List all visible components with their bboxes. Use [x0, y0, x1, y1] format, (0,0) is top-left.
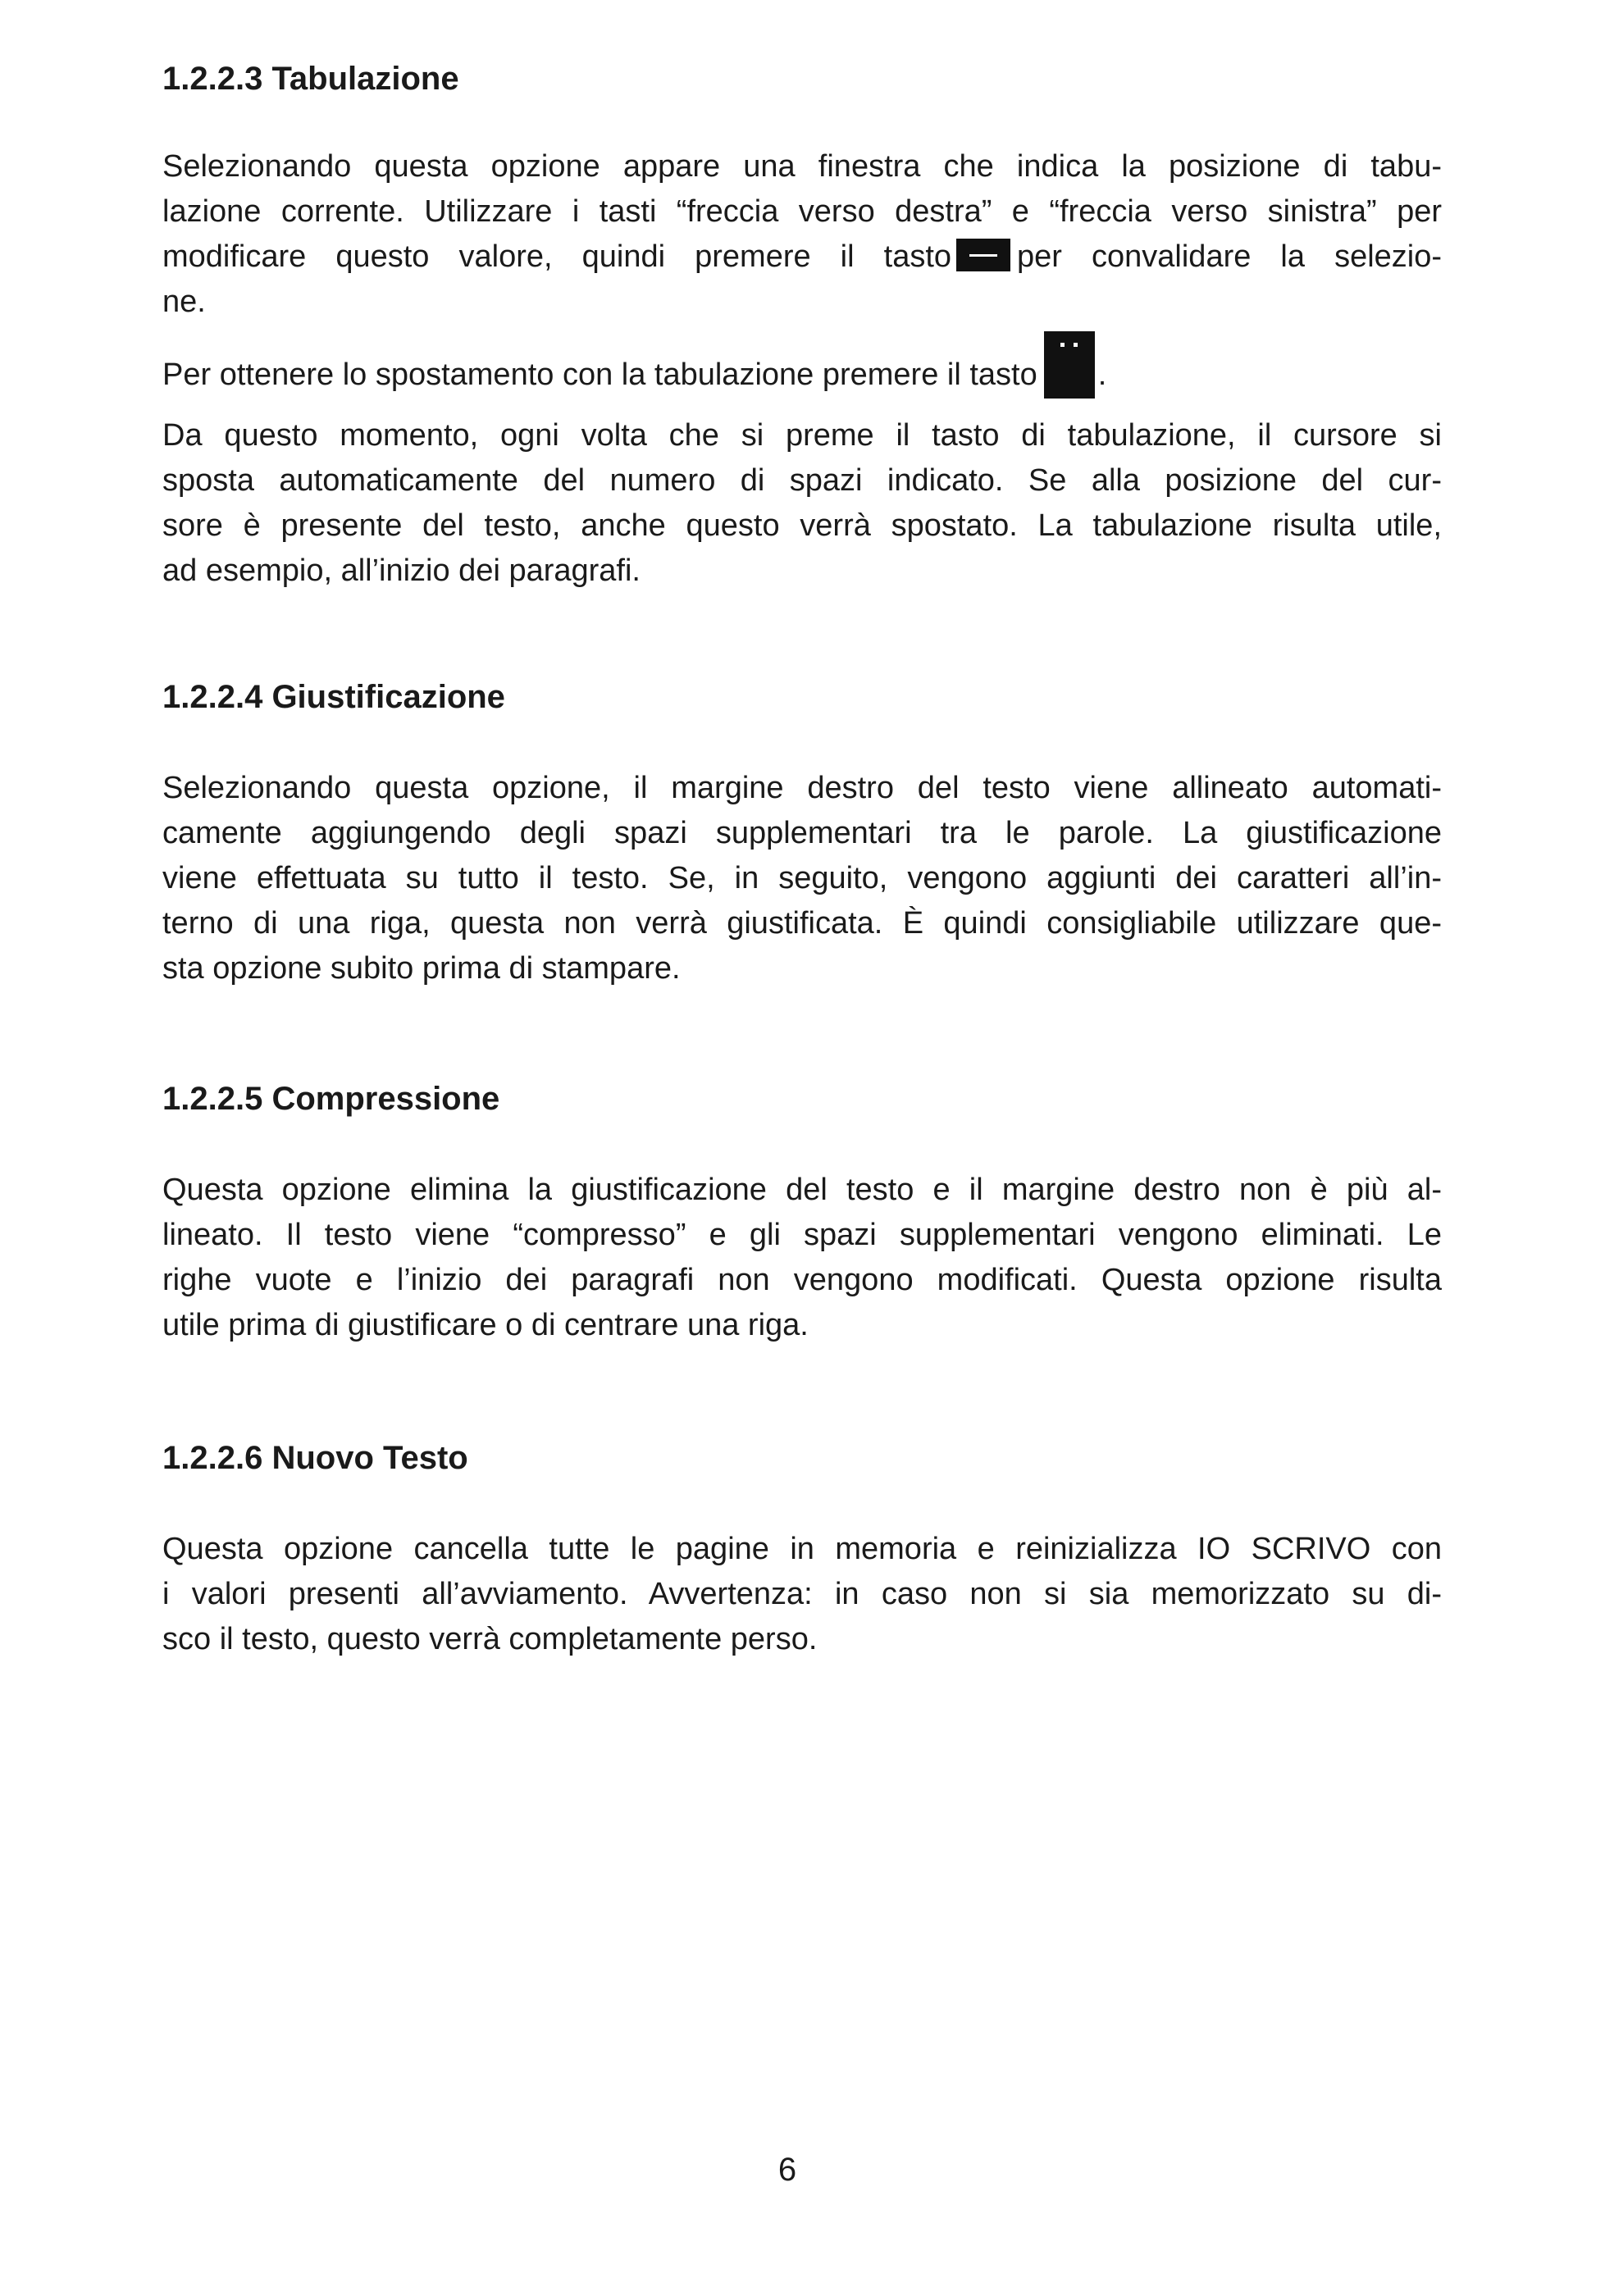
text-line-with-key [162, 343, 1442, 410]
text-line: terno di una riga, questa non verrà giustificata. È quindi consigliabile utilizzare que- [162, 906, 1442, 941]
section-heading-nuovo-testo: 1.2.2.6 Nuovo Testo [162, 1440, 468, 1476]
section-heading-tabulazione: 1.2.2.3 Tabulazione [162, 61, 459, 97]
text-line: lineato. Il testo viene “compresso” e gli spazi supplementari vengono eliminati. Le [162, 1218, 1442, 1252]
paragraph-tabulazione-intro [162, 144, 1442, 325]
text-fragment: Per ottenere lo spostamento con la tabulazione premere il tasto [162, 358, 1037, 393]
text-line: i valori presenti all’avviamento. Avvertenza: in caso non si sia memorizzato su di- [162, 1577, 1442, 1611]
text-line: Selezionando questa opzione, il margine destro del testo viene allineato automati- [162, 771, 1442, 805]
text-fragment: per convalidare la selezio- [1017, 239, 1443, 274]
text-line: viene effettuata su tutto il testo. Se, in seguito, vengono aggiunti dei caratteri all’in- [162, 861, 1442, 895]
text-line: Da questo momento, ogni volta che si preme il tasto di tabulazione, il cursore si [162, 418, 1442, 453]
text-line: camente aggiungendo degli spazi supplementari tra le parole. La giustificazione [162, 816, 1442, 850]
text-line: sore è presente del testo, anche questo verrà spostato. La tabulazione risulta utile, [162, 508, 1442, 543]
text-line: ne. [162, 285, 206, 319]
text-line: Selezionando questa opzione appare una finestra che indica la posizione di tabu- [162, 149, 1442, 184]
tab-key-icon [1044, 331, 1095, 399]
text-line: sta opzione subito prima di stampare. [162, 951, 681, 986]
text-fragment: . [1097, 358, 1107, 393]
text-line: righe vuote e l’inizio dei paragrafi non vengono modificati. Questa opzione risulta [162, 1263, 1442, 1297]
text-line-with-key [162, 235, 1442, 280]
paragraph-tabulazione-details [162, 413, 1442, 594]
paragraph-nuovo-testo [162, 1527, 1442, 1662]
paragraph-compressione [162, 1168, 1442, 1348]
text-line: Questa opzione elimina la giustificazione del testo e il margine destro non è più al- [162, 1173, 1442, 1207]
enter-key-icon [956, 239, 1010, 271]
text-line: utile prima di giustificare o di centrare una riga. [162, 1308, 809, 1342]
text-line: lazione corrente. Utilizzare i tasti “freccia verso destra” e “freccia verso sinistra” per [162, 194, 1442, 229]
text-line: sco il testo, questo verrà completamente perso. [162, 1622, 818, 1656]
section-heading-compressione: 1.2.2.5 Compressione [162, 1081, 500, 1117]
text-line: sposta automaticamente del numero di spazi indicato. Se alla posizione del cur- [162, 463, 1442, 498]
text-line: ad esempio, all’inizio dei paragrafi. [162, 554, 641, 588]
page-number: 6 [777, 2152, 797, 2188]
text-line: Questa opzione cancella tutte le pagine in memoria e reinizializza IO SCRIVO con [162, 1532, 1442, 1566]
section-heading-giustificazione: 1.2.2.4 Giustificazione [162, 679, 505, 715]
paragraph-giustificazione [162, 766, 1442, 991]
text-fragment: modificare questo valore, quindi premere il tasto [162, 239, 952, 274]
paragraph-tabulazione-key [162, 343, 1442, 410]
